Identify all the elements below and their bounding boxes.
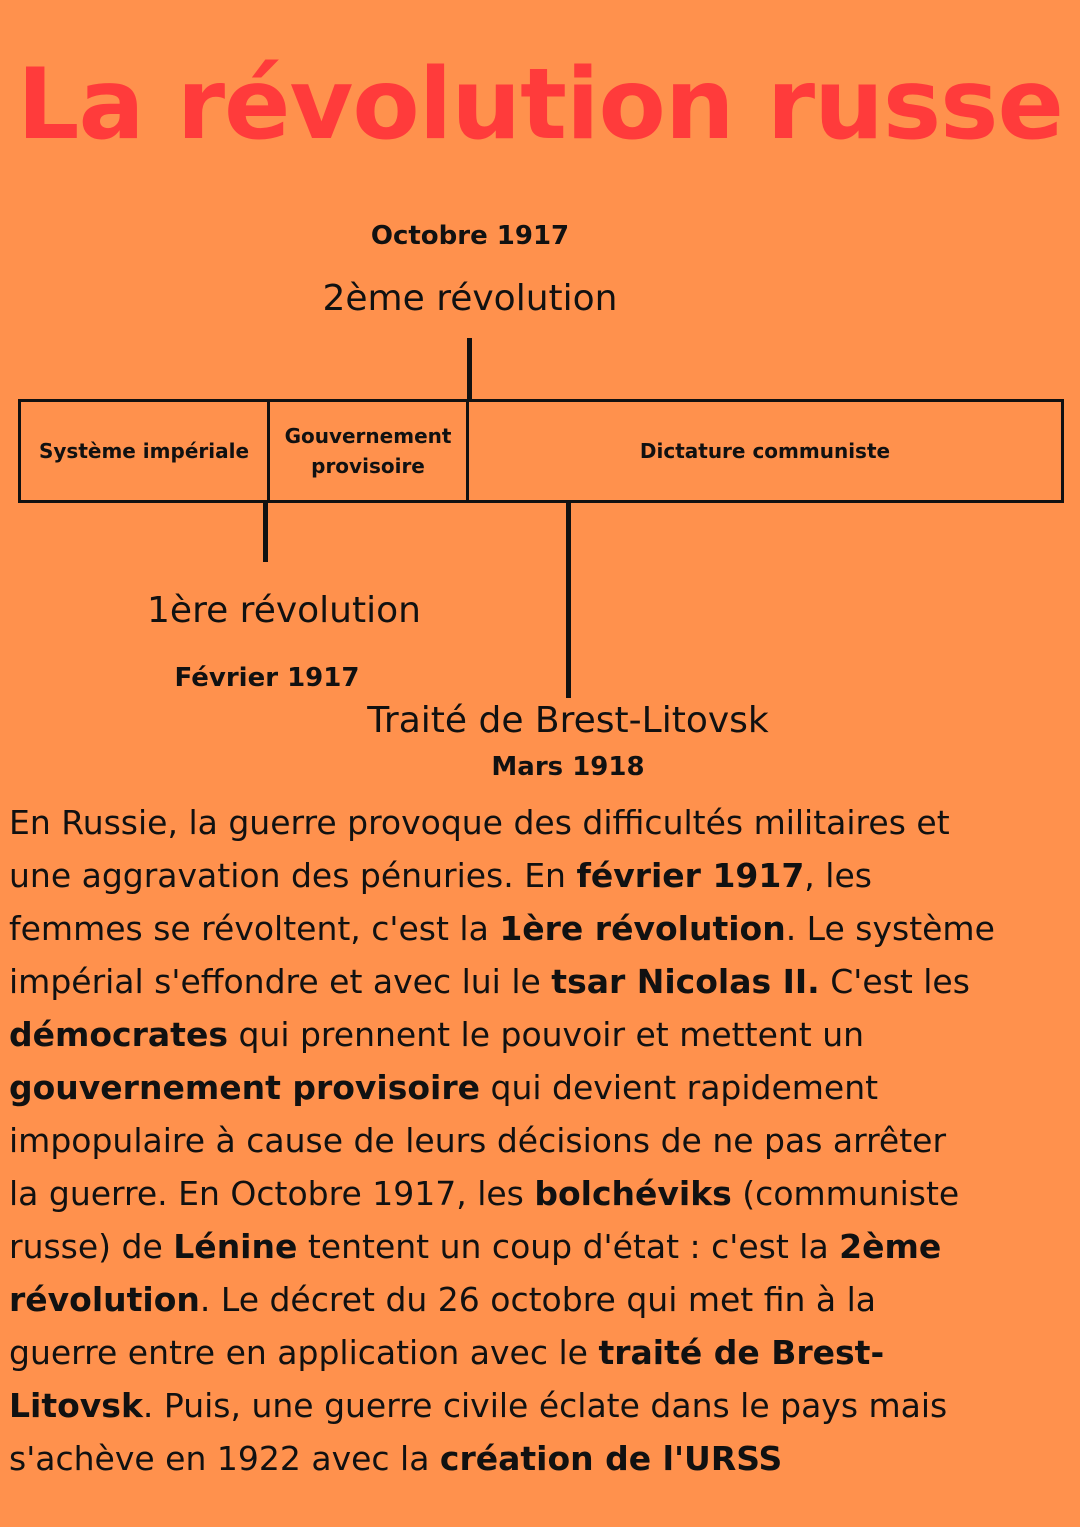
text: . Puis, une guerre civile éclate dans le pays mais <box>142 1386 948 1425</box>
paragraph-line <box>9 1061 995 1114</box>
paragraph-line <box>9 1273 995 1326</box>
brest-date: Mars 1918 <box>491 752 645 782</box>
text: . Le décret du 26 octobre qui met fin à la <box>199 1280 877 1319</box>
paragraph-line <box>9 902 995 955</box>
period-imperial: Système impériale <box>21 402 270 500</box>
period-provisional: Gouvernement provisoire <box>270 402 469 500</box>
text: tentent un coup d'état : c'est la <box>297 1227 840 1266</box>
bold-text: gouvernement provisoire <box>9 1068 481 1107</box>
paragraph-line <box>9 1326 995 1379</box>
text: qui prennent le pouvoir et mettent un <box>227 1015 865 1054</box>
text: russe) de <box>9 1227 174 1266</box>
paragraph-line <box>9 1167 995 1220</box>
february-date: Février 1917 <box>174 663 360 693</box>
bold-text: révolution <box>9 1280 200 1319</box>
paragraph-line <box>9 1008 995 1061</box>
bold-text: Litovsk <box>9 1386 143 1425</box>
summary-paragraph <box>9 796 995 1485</box>
text: C'est les <box>819 962 970 1001</box>
text: qui devient rapidement <box>480 1068 879 1107</box>
text: guerre entre en application avec le <box>9 1333 599 1372</box>
page-title: La révolution russe <box>17 48 1063 162</box>
text: (communiste <box>731 1174 960 1213</box>
text: une aggravation des pénuries. En <box>9 856 577 895</box>
bold-text: bolchéviks <box>534 1174 732 1213</box>
text: femmes se révoltent, c'est la <box>9 909 500 948</box>
text: impopulaire à cause de leurs décisions de ne pas arrêter <box>9 1121 947 1160</box>
february-event: 1ère révolution <box>147 590 421 631</box>
paragraph-line <box>9 1220 995 1273</box>
bold-text: démocrates <box>9 1015 228 1054</box>
paragraph-line <box>9 849 995 902</box>
text: la guerre. En Octobre 1917, les <box>9 1174 535 1213</box>
bold-text: 2ème <box>839 1227 942 1266</box>
october-marker <box>467 338 472 400</box>
paragraph-line <box>9 796 995 849</box>
paragraph-line <box>9 955 995 1008</box>
period-communist: Dictature communiste <box>639 439 891 463</box>
february-marker <box>263 500 268 562</box>
paragraph-line <box>9 1432 995 1485</box>
text: . Le système <box>785 909 995 948</box>
text: En Russie, la guerre provoque des difficultés militaires et <box>9 803 950 842</box>
text: impérial s'effondre et avec lui le <box>9 962 552 1001</box>
october-event: 2ème révolution <box>322 278 618 319</box>
timeline-periods <box>18 399 1064 503</box>
paragraph-line <box>9 1379 995 1432</box>
bold-text: février 1917 <box>576 856 805 895</box>
bold-text: 1ère révolution <box>499 909 786 948</box>
text: , les <box>804 856 872 895</box>
bold-text: Lénine <box>173 1227 298 1266</box>
bold-text: création de l'URSS <box>439 1439 783 1478</box>
brest-event: Traité de Brest-Litovsk <box>367 700 769 741</box>
october-date: Octobre 1917 <box>370 221 570 251</box>
bold-text: traité de Brest- <box>598 1333 885 1372</box>
paragraph-line <box>9 1114 995 1167</box>
text: s'achève en 1922 avec la <box>9 1439 440 1478</box>
bold-text: tsar Nicolas II. <box>551 962 820 1001</box>
